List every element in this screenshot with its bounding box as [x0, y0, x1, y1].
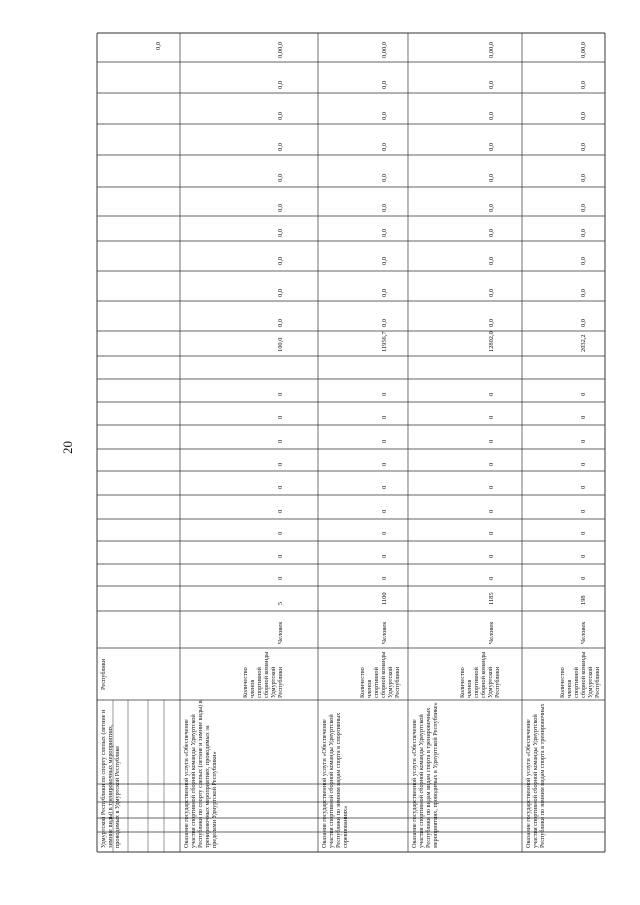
- value-cell: 0,0: [381, 81, 388, 89]
- page-number: 20: [60, 441, 75, 455]
- value-cell: 0,0: [276, 204, 284, 212]
- value-cell: 0,0: [276, 112, 284, 120]
- count-cell: 0: [276, 439, 284, 443]
- count-cell: 198: [580, 595, 588, 605]
- value-cell: 0,0: [487, 50, 495, 58]
- value-cell: 0,0: [580, 112, 588, 120]
- value-cell: 0,0: [381, 229, 388, 237]
- value-cell: 0,0: [487, 204, 495, 212]
- value-cell: 0,0: [276, 289, 284, 297]
- count-cell: 0: [381, 392, 388, 396]
- count-cell: 0: [487, 415, 495, 419]
- value-cell: 0,0: [276, 257, 284, 265]
- value-cell-last: 0,0: [487, 42, 495, 50]
- row-unit: Человек: [381, 621, 388, 644]
- value-cell: 0,0: [276, 319, 284, 327]
- amount-cell: 11956,7: [381, 331, 388, 352]
- value-cell: 0,0: [381, 112, 388, 120]
- count-cell: 0: [580, 462, 588, 466]
- amount-cell: 100,0: [276, 337, 284, 352]
- count-cell: 0: [487, 392, 495, 396]
- row-unit: Человек: [487, 621, 495, 644]
- count-cell: 0: [580, 531, 588, 535]
- value-cell: 0,0: [487, 81, 495, 89]
- value-cell: 0,0: [580, 174, 588, 182]
- row-description: Оказание государственной услуги «Обеспечение участия спортивной сборной команды Удмуртской Республики по видам видам спорта в тренировочных мероприятиях, проводимых в Удмуртской Республике»: [411, 702, 439, 848]
- value-cell-last: 0,0: [580, 42, 588, 50]
- count-cell: 0: [580, 485, 588, 489]
- value-cell: 0,0: [381, 50, 388, 58]
- count-cell: 0: [276, 415, 284, 419]
- count-cell: 0: [487, 439, 495, 443]
- value-cell: 0,0: [276, 143, 284, 151]
- value-cell: 0,0: [487, 257, 495, 265]
- count-cell: 0: [580, 576, 588, 580]
- count-cell: 0: [276, 485, 284, 489]
- value-cell: 0,0: [580, 257, 588, 265]
- count-cell: 0: [381, 462, 388, 466]
- count-cell: 0: [381, 485, 388, 489]
- row-indicator: Количество членов спортивной сборной команды Удмуртской Республики: [242, 651, 285, 698]
- count-cell: 0: [381, 415, 388, 419]
- count-cell: 0: [487, 554, 495, 558]
- value-cell: 0,0: [381, 204, 388, 212]
- value-cell: 0,0: [276, 50, 284, 58]
- value-cell: 0,0: [487, 289, 495, 297]
- count-cell: 5: [276, 601, 284, 605]
- value-cell: 0,0: [381, 289, 388, 297]
- row-indicator: Количество членов спортивной сборной команды Удмуртской Республики: [559, 651, 601, 698]
- row-unit: Человек: [276, 621, 284, 644]
- count-cell: 0: [580, 509, 588, 513]
- count-cell: 0: [276, 554, 284, 558]
- value-cell-last: 0,0: [381, 42, 388, 50]
- count-cell: 0: [381, 509, 388, 513]
- count-cell: 0: [487, 462, 495, 466]
- value-cell: 0,0: [580, 143, 588, 151]
- row-description: Оказание государственной услуги «Обеспечение участия спортивной сборной команды Удмуртской Республики по зимним видам спорта в спортивных соревнованиях»: [321, 712, 349, 848]
- count-cell: 0: [487, 509, 495, 513]
- value-cell: 0,0: [580, 204, 588, 212]
- row-description: Оказание государственной услуги «Обеспечение участия спортивной сборной команды Удмуртской Республики по спорту слепых (летние и зимние виды) в тренировочных мероприятиях, проводимых за пределами Удмуртской Республики»: [183, 700, 218, 848]
- value-cell: 0,0: [580, 229, 588, 237]
- amount-cell: 2032,2: [580, 334, 588, 352]
- value-cell: 0,0: [381, 143, 388, 151]
- count-cell: 0: [580, 554, 588, 558]
- row-indicator: Количество членов спортивной сборной команды Удмуртской Республики: [459, 651, 502, 698]
- value-cell: 0,0: [276, 81, 284, 89]
- count-cell: 0: [580, 392, 588, 396]
- value-cell: 0,0: [580, 319, 588, 327]
- count-cell: 0: [276, 509, 284, 513]
- value-cell: 0,0: [381, 257, 388, 265]
- value-cell-last: 0,0: [276, 42, 284, 50]
- count-cell: 0: [381, 576, 388, 580]
- count-cell: 0: [487, 485, 495, 489]
- count-cell: 0: [381, 554, 388, 558]
- row-description: Оказание государственной услуги «Обеспечение участия спортивной сборной команды Удмуртской Республики по зимним видам спорта в тренировочных: [525, 703, 546, 848]
- value-cell: 0,0: [381, 174, 388, 182]
- count-cell: 0: [381, 531, 388, 535]
- value-cell: 0,0: [487, 319, 495, 327]
- value-cell: 0,0: [276, 229, 284, 237]
- count-cell: 0: [381, 439, 388, 443]
- value-cell: 0,0: [580, 50, 588, 58]
- count-cell: 0: [580, 439, 588, 443]
- row-unit: Человек: [580, 621, 588, 644]
- count-cell: 0: [276, 392, 284, 396]
- count-cell: 1185: [487, 592, 495, 605]
- value-cell: 0,0: [487, 229, 495, 237]
- value-cell-last: 0,0: [155, 42, 163, 50]
- count-cell: 0: [487, 531, 495, 535]
- value-cell: 0,0: [580, 81, 588, 89]
- count-cell: 0: [580, 415, 588, 419]
- value-cell: 0,0: [487, 174, 495, 182]
- count-cell: 0: [276, 531, 284, 535]
- count-cell: 0: [487, 576, 495, 580]
- value-cell: 0,0: [276, 174, 284, 182]
- count-cell: 0: [276, 576, 284, 580]
- value-cell: 0,0: [580, 289, 588, 297]
- row-indicator: Количество членов спортивной сборной команды Удмуртской Республики: [358, 651, 401, 698]
- value-cell: 0,0: [487, 112, 495, 120]
- value-cell: 0,0: [381, 319, 388, 327]
- row-description: Удмуртской Республики по спорту слепых (летние и зимние виды) в тренировочных мероприятиях, проводимых в Удмуртской Республике: [100, 709, 121, 848]
- value-cell: 0,0: [487, 143, 495, 151]
- col-label-republic: Республики: [100, 658, 107, 690]
- count-cell: 0: [276, 462, 284, 466]
- amount-cell: 12802,0: [487, 331, 495, 352]
- count-cell: 1100: [381, 592, 388, 605]
